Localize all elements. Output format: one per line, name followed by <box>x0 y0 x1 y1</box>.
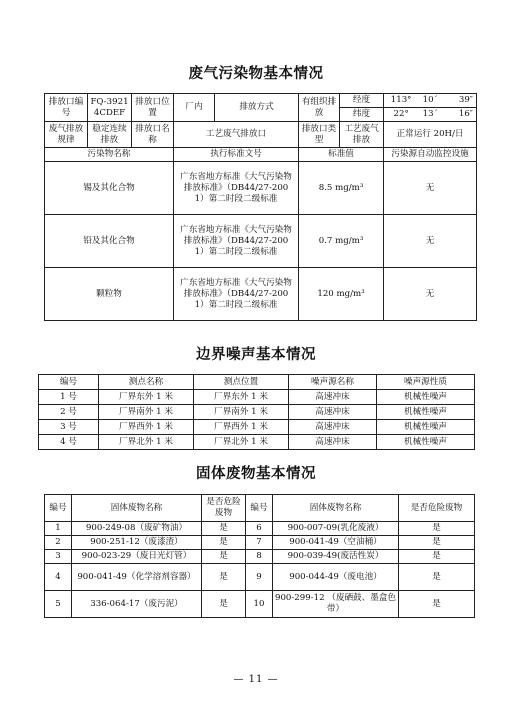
waste-no: 7 <box>246 536 273 550</box>
noise-point-position: 厂界北外 1 米 <box>194 435 289 450</box>
outlet-name-label: 排放口名称 <box>132 122 174 148</box>
latitude-second: 16″ <box>458 109 474 119</box>
col-header-source-nature: 噪声源性质 <box>377 375 475 390</box>
noise-point-name: 厂界东外 1 米 <box>99 390 194 405</box>
waste-hazardous: 是 <box>399 591 475 618</box>
table-row <box>45 215 477 268</box>
col-header-point-position: 测点位置 <box>194 375 289 390</box>
table-row <box>39 435 475 450</box>
waste-name: 900-299-12 （废硒鼓、墨盒色带） <box>273 591 399 618</box>
noise-source-name: 高速冲床 <box>289 435 377 450</box>
waste-hazardous: 是 <box>399 522 475 536</box>
pollutant-name: 铅及其化合物 <box>45 215 174 268</box>
table-row <box>45 268 477 321</box>
waste-no: 6 <box>246 522 273 536</box>
noise-point-position: 厂界东外 1 米 <box>194 390 289 405</box>
col-header-point-name: 测点名称 <box>99 375 194 390</box>
outlet-name: 工艺废气排放口 <box>174 122 299 148</box>
table-row <box>45 591 475 618</box>
col-header-no: 编号 <box>45 495 72 522</box>
col-header-hazardous: 是否危险废物 <box>399 495 475 522</box>
table-row <box>39 405 475 420</box>
waste-name: 900-023-29（废日光灯管） <box>72 550 202 564</box>
waste-no: 2 <box>45 536 72 550</box>
waste-no: 1 <box>45 522 72 536</box>
waste-no: 10 <box>246 591 273 618</box>
table-row <box>45 162 477 215</box>
monitoring-status: 无 <box>384 162 477 215</box>
col-header-source-name: 噪声源名称 <box>289 375 377 390</box>
noise-point-name: 厂界南外 1 米 <box>99 405 194 420</box>
waste-gas-table <box>44 93 477 321</box>
latitude-degree: 22° <box>393 109 409 119</box>
waste-gas-title: 废气污染物基本情况 <box>188 65 324 82</box>
emission-method: 有组织排放 <box>299 94 340 122</box>
latitude-label: 纬度 <box>340 108 384 122</box>
monitoring-status: 无 <box>384 268 477 321</box>
table-row <box>45 550 475 564</box>
waste-no: 3 <box>45 550 72 564</box>
standard-doc: 广东省地方标准《大气污染物排放标准》（DB44/27-2001）第二时段二级标准 <box>174 268 299 321</box>
emission-rule: 稳定连续排放 <box>88 122 132 148</box>
col-header-hazardous: 是否危险废物 <box>202 495 246 522</box>
limit-value: 120 mg/m³ <box>299 268 384 321</box>
noise-no: 3 号 <box>39 420 99 435</box>
page-number: — 11 — <box>233 674 279 685</box>
outlet-code-label: 排放口编号 <box>45 94 88 122</box>
noise-no: 1 号 <box>39 390 99 405</box>
col-header-no: 编号 <box>246 495 273 522</box>
pollutant-name: 锡及其化合物 <box>45 162 174 215</box>
waste-no: 4 <box>45 564 72 591</box>
waste-no: 8 <box>246 550 273 564</box>
waste-hazardous: 是 <box>202 536 246 550</box>
standard-doc: 广东省地方标准《大气污染物排放标准》（DB44/27-2001）第二时段二级标准 <box>174 215 299 268</box>
emission-rule-label: 废气排放规律 <box>45 122 88 148</box>
waste-hazardous: 是 <box>202 522 246 536</box>
col-header-waste-name: 固体废物名称 <box>72 495 202 522</box>
col-header-pollutant: 污染物名称 <box>45 148 174 162</box>
noise-point-name: 厂界西外 1 米 <box>99 420 194 435</box>
noise-point-position: 厂界西外 1 米 <box>194 420 289 435</box>
table-row <box>39 390 475 405</box>
waste-no: 9 <box>246 564 273 591</box>
noise-source-nature: 机械性噪声 <box>377 420 475 435</box>
table-row <box>45 536 475 550</box>
noise-point-name: 厂界北外 1 米 <box>99 435 194 450</box>
operation-hours: 正常运行 20H/日 <box>384 122 477 148</box>
waste-name: 336-064-17（废污泥） <box>72 591 202 618</box>
longitude-minute: 10´ <box>422 95 438 105</box>
monitoring-status: 无 <box>384 215 477 268</box>
noise-title: 边界噪声基本情况 <box>196 346 316 363</box>
col-header-monitoring: 污染源自动监控设施 <box>384 148 477 162</box>
outlet-type-label: 排放口类型 <box>299 122 340 148</box>
longitude-degree: 113° <box>390 95 412 105</box>
col-header-limit: 标准值 <box>299 148 384 162</box>
waste-name: 900-044-49（废电池） <box>273 564 399 591</box>
table-row <box>45 522 475 536</box>
waste-name: 900-249-08（废矿物油） <box>72 522 202 536</box>
waste-name: 900-251-12（废漆渣） <box>72 536 202 550</box>
waste-name: 900-041-49（空油桶） <box>273 536 399 550</box>
outlet-position-label: 排放口位置 <box>132 94 174 122</box>
outlet-code: FQ-39214CDEF <box>88 94 132 122</box>
waste-hazardous: 是 <box>399 564 475 591</box>
noise-point-position: 厂界南外 1 米 <box>194 405 289 420</box>
waste-name: 900-007-09(乳化废液） <box>273 522 399 536</box>
noise-source-nature: 机械性噪声 <box>377 435 475 450</box>
longitude-second: 39″ <box>458 95 474 105</box>
latitude-minute: 13´ <box>422 109 438 119</box>
waste-name: 900-041-49（化学溶剂容器） <box>72 564 202 591</box>
standard-doc: 广东省地方标准《大气污染物排放标准》（DB44/27-2001）第二时段二级标准 <box>174 162 299 215</box>
waste-name: 900-039-49(废活性炭） <box>273 550 399 564</box>
noise-no: 2 号 <box>39 405 99 420</box>
waste-hazardous: 是 <box>202 591 246 618</box>
noise-source-name: 高速冲床 <box>289 390 377 405</box>
emission-method-label: 排放方式 <box>215 94 299 122</box>
waste-no: 5 <box>45 591 72 618</box>
noise-source-nature: 机械性噪声 <box>377 390 475 405</box>
solid-waste-title: 固体废物基本情况 <box>196 465 316 482</box>
noise-source-name: 高速冲床 <box>289 405 377 420</box>
noise-table <box>38 374 475 450</box>
limit-value: 0.7 mg/m³ <box>299 215 384 268</box>
noise-source-nature: 机械性噪声 <box>377 405 475 420</box>
col-header-standard: 执行标准文号 <box>174 148 299 162</box>
solid-waste-table <box>44 494 475 618</box>
col-header-waste-name: 固体废物名称 <box>273 495 399 522</box>
longitude-label: 经度 <box>340 94 384 108</box>
col-header-no: 编号 <box>39 375 99 390</box>
limit-value: 8.5 mg/m³ <box>299 162 384 215</box>
noise-no: 4 号 <box>39 435 99 450</box>
outlet-type: 工艺废气排放 <box>340 122 384 148</box>
outlet-position: 厂内 <box>174 94 215 122</box>
pollutant-name: 颗粒物 <box>45 268 174 321</box>
table-row <box>39 420 475 435</box>
waste-hazardous: 是 <box>399 536 475 550</box>
waste-hazardous: 是 <box>399 550 475 564</box>
waste-hazardous: 是 <box>202 564 246 591</box>
table-row <box>45 564 475 591</box>
noise-source-name: 高速冲床 <box>289 420 377 435</box>
waste-hazardous: 是 <box>202 550 246 564</box>
